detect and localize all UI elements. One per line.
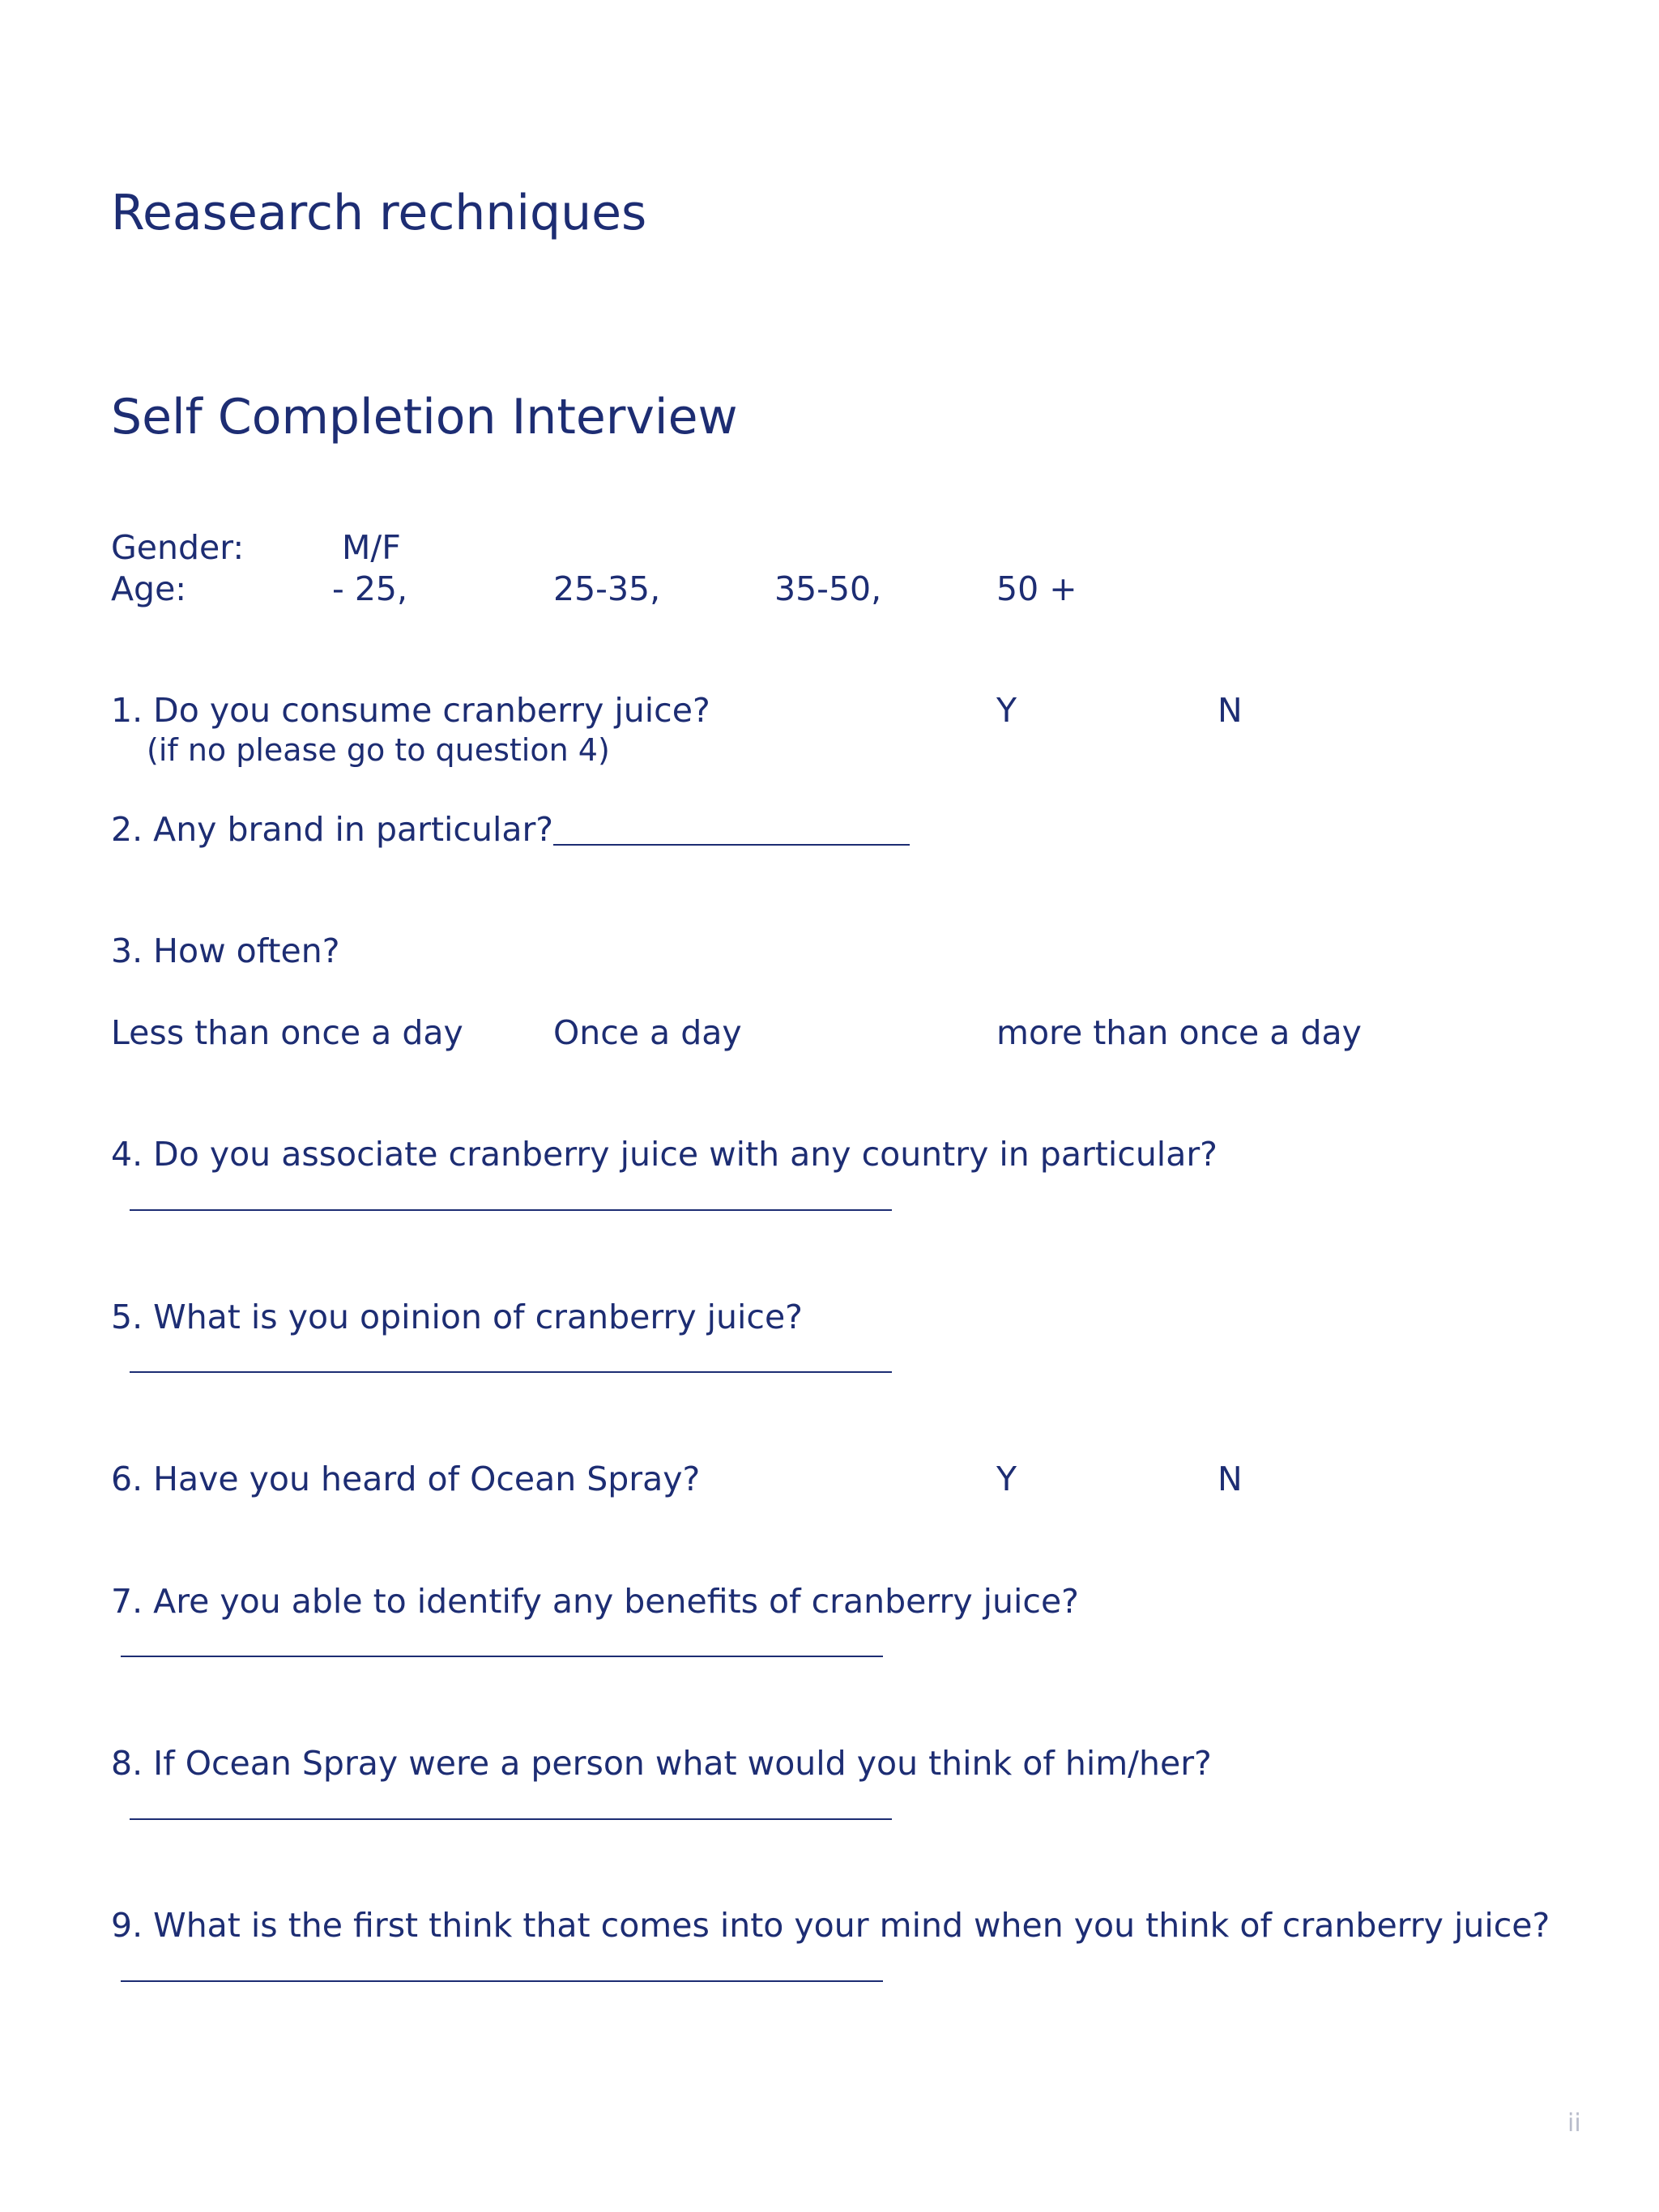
question-2: 2. Any brand in particular?: [111, 810, 554, 849]
question-6-yes: Y: [996, 1460, 1017, 1498]
question-6: 6. Have you heard of Ocean Spray?: [111, 1460, 701, 1498]
age-option-25-35: 25-35,: [553, 569, 661, 608]
question-2-answer-line: [553, 844, 910, 846]
question-4: 4. Do you associate cranberry juice with any country in particular?: [111, 1135, 1218, 1174]
frequency-option-less-than-once: Less than once a day: [111, 1013, 463, 1052]
age-option-35-50: 35-50,: [774, 569, 882, 608]
question-8: 8. If Ocean Spray were a person what would you think of him/her?: [111, 1744, 1212, 1783]
question-4-answer-line: [130, 1209, 892, 1211]
question-6-no: N: [1218, 1460, 1243, 1498]
age-option-under-25: - 25,: [332, 569, 408, 608]
question-5: 5. What is you opinion of cranberry juice?: [111, 1298, 803, 1336]
frequency-option-once: Once a day: [553, 1013, 742, 1052]
page-number: ii: [1567, 2109, 1581, 2137]
question-1-note: (if no please go to question 4): [147, 732, 610, 768]
question-1-yes: Y: [996, 691, 1017, 730]
question-8-answer-line: [130, 1818, 892, 1820]
question-7-answer-line: [121, 1656, 883, 1657]
question-1-no: N: [1218, 691, 1243, 730]
question-7: 7. Are you able to identify any benefits of cranberry juice?: [111, 1582, 1079, 1621]
question-5-answer-line: [130, 1371, 892, 1373]
question-1: 1. Do you consume cranberry juice?: [111, 691, 710, 730]
age-label: Age:: [111, 569, 187, 608]
research-title: Reasearch rechniques: [111, 185, 647, 241]
age-option-50-plus: 50 +: [996, 569, 1077, 608]
question-9: 9. What is the first think that comes into your mind when you think of cranberry juice?: [111, 1906, 1550, 1945]
interview-title: Self Completion Interview: [111, 389, 738, 445]
gender-label: Gender:: [111, 528, 245, 567]
gender-value: M/F: [342, 528, 401, 567]
frequency-option-more-than-once: more than once a day: [996, 1013, 1362, 1052]
question-3: 3. How often?: [111, 931, 340, 970]
question-9-answer-line: [121, 1980, 883, 1982]
